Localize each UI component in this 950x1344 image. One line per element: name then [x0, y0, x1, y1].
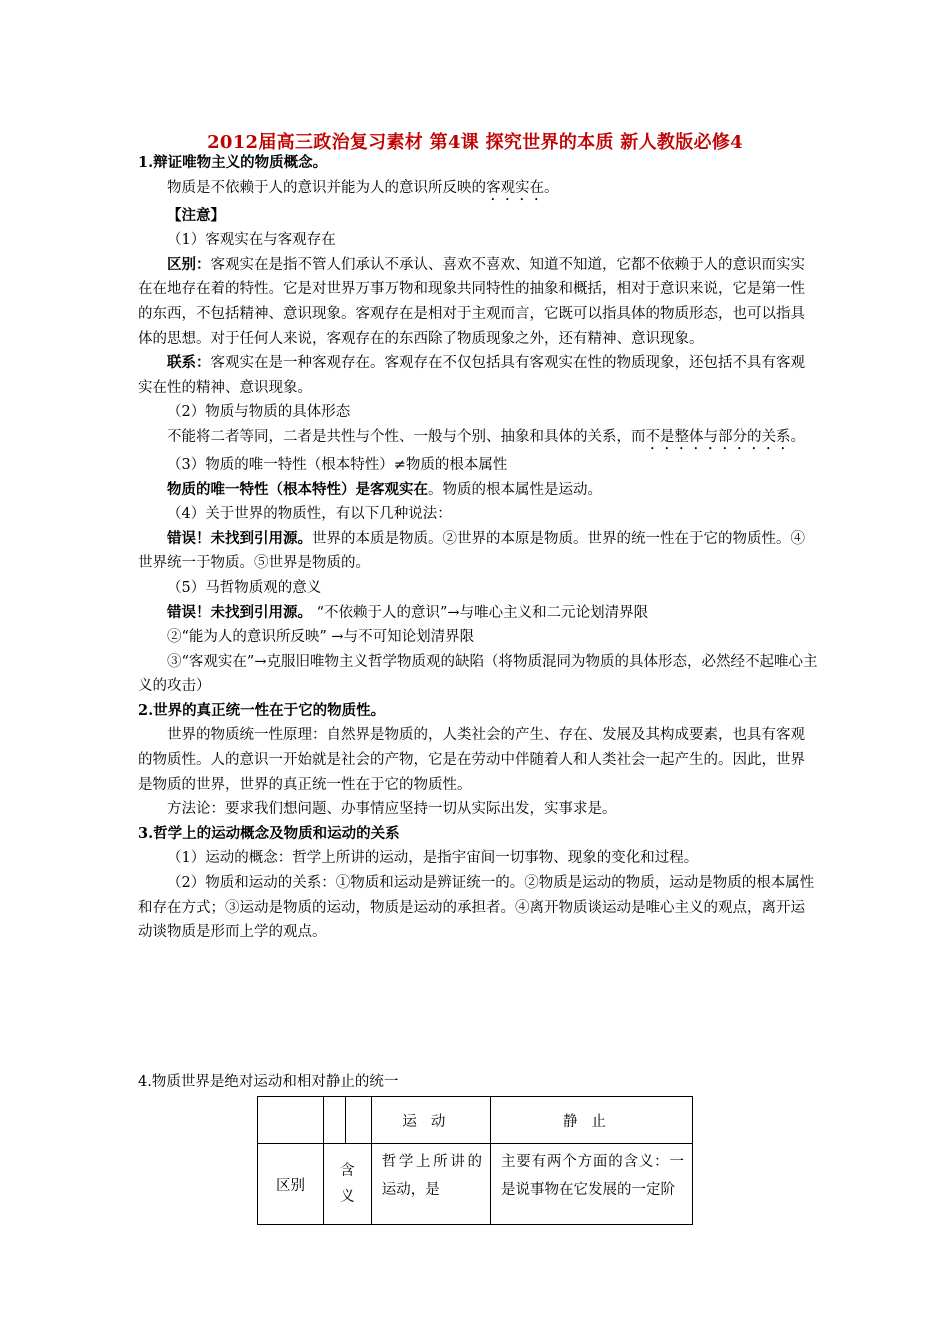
sub-label-char-2: 义: [340, 1189, 355, 1205]
section-4-heading: 4.物质世界是绝对运动和相对静止的统一: [138, 1074, 399, 1090]
matter-definition: [138, 176, 818, 204]
header-motion: 运动: [371, 1097, 490, 1144]
section-2-principle: 世界的物质统一性原理：自然界是物质的，人类社会的产生、存在、发展及其构成要素，也具有客观的物质性。人的意识一开始就是社会的产物，它是在劳动中伴随着人和人类社会一起产生的。因此，世界是物质的世界，世界的真正统一性在于它的物质性。: [138, 727, 805, 793]
section-2-methodology: 方法论：要求我们想问题、办事情应坚持一切从实际出发，实事求是。: [167, 801, 617, 818]
document-body: [138, 151, 818, 945]
table-header-row: [258, 1097, 693, 1144]
point-3-rest: 。物质的根本属性是运动。: [428, 481, 602, 498]
connection-text: 客观实在是一种客观存在。客观存在不仅包括具有客观实在性的物质现象，还包括不具有客观实在性的精神、意识现象。: [138, 355, 805, 396]
point-2-emphasis: 不是整体与部分的关系: [645, 428, 791, 445]
reference-error: 错误！未找到引用源。: [167, 603, 312, 621]
point-5-line-1: [138, 601, 818, 626]
connection-label: 联系：: [167, 354, 211, 372]
point-2-body: 不能将二者等同，二者是共性与个性、一般与个别、抽象和具体的关系，而: [167, 428, 646, 445]
motion-meaning: 哲学上所讲的运动，是: [371, 1144, 490, 1225]
point-3-title: （3）物质的唯一特性（根本特性）≠物质的根本属性: [167, 456, 508, 473]
note-label: 【注意】: [167, 206, 225, 224]
difference-text: 客观实在是指不管人们承认不承认、喜欢不喜欢、知道不知道，它都不依赖于人的意识而实实在在地存在着的特性。它是对世界万事万物和现象共同特性的抽象和概括，相对于意识来说，它是第一性的东西，不包括精神、意识现象。客观存在是相对于主观而言，它既可以指具体的物质形态，也可以指具体的思想。对于任何人来说，客观存在的东西除了物质现象之外，还有精神、意识现象。: [138, 256, 805, 347]
difference-label: 区别：: [167, 255, 211, 273]
point-1-connection: [138, 351, 818, 400]
definition-emphasis: 客观实在: [486, 179, 544, 196]
header-rest: 静止: [490, 1097, 692, 1144]
table-row: [258, 1144, 693, 1225]
point-3-bold: 物质的唯一特性（根本特性）是客观实在: [167, 480, 428, 498]
section-3-point-1: （1）运动的概念：哲学上所讲的运动，是指宇宙间一切事物、现象的变化和过程。: [167, 850, 699, 867]
point-1-difference: [138, 253, 818, 351]
point-2-text: [138, 425, 818, 453]
point-4-rest: 世界的本质是物质。②世界的本原是物质。世界的统一性在于它的物质性。④世界统一于物质。⑤世界是物质的。: [138, 530, 805, 572]
point-5-title: （5）马哲物质观的意义: [167, 579, 322, 596]
point-5-line-3: ③“客观实在”→克服旧唯物主义哲学物质观的缺陷（将物质混同为物质的具体形态，必然经不起唯心主义的攻击）: [138, 653, 818, 695]
point-3-text: [138, 478, 818, 503]
document-title: 2012届高三政治复习素材 第4课 探究世界的本质 新人教版必修4: [207, 132, 743, 153]
section-3-point-2: （2）物质和运动的关系：①物质和运动是辨证统一的。②物质是运动的物质，运动是物质的根本属性和存在方式；③运动是物质的运动，物质是运动的承担者。④离开物质谈运动是唯心主义的观点，离开运动谈物质是形而上学的观点。: [138, 875, 815, 941]
section-1-heading: 1.辩证唯物主义的物质概念。: [138, 154, 328, 171]
table-cell-empty: [346, 1097, 372, 1144]
definition-end: 。: [544, 179, 559, 196]
point-4-title: （4）关于世界的物质性，有以下几种说法：: [167, 506, 452, 523]
point-5-line-1-text: “不依赖于人的意识”→与唯心主义和二元论划清界限: [312, 604, 649, 621]
point-2-end: 。: [790, 428, 805, 445]
reference-error: 错误！未找到引用源。: [167, 529, 312, 547]
definition-text: 物质是不依赖于人的意识并能为人的意识所反映的: [167, 179, 486, 196]
comparison-table: [257, 1096, 693, 1225]
table-cell-empty: [324, 1097, 346, 1144]
section-3-heading: 3.哲学上的运动概念及物质和运动的关系: [138, 824, 400, 842]
point-1-title: （1）客观实在与客观存在: [167, 232, 336, 249]
row-label: 区别: [258, 1144, 324, 1225]
point-5-line-2: ②“能为人的意识所反映” →与不可知论划清界限: [167, 629, 475, 646]
point-4-text: [138, 527, 818, 576]
section-2-heading: 2.世界的真正统一性在于它的物质性。: [138, 701, 386, 719]
sub-label: [324, 1144, 372, 1225]
table-cell-empty: [258, 1097, 324, 1144]
point-2-title: （2）物质与物质的具体形态: [167, 404, 351, 421]
sub-label-char-1: 含: [340, 1163, 355, 1179]
rest-meaning: 主要有两个方面的含义：一是说事物在它发展的一定阶: [490, 1144, 692, 1225]
